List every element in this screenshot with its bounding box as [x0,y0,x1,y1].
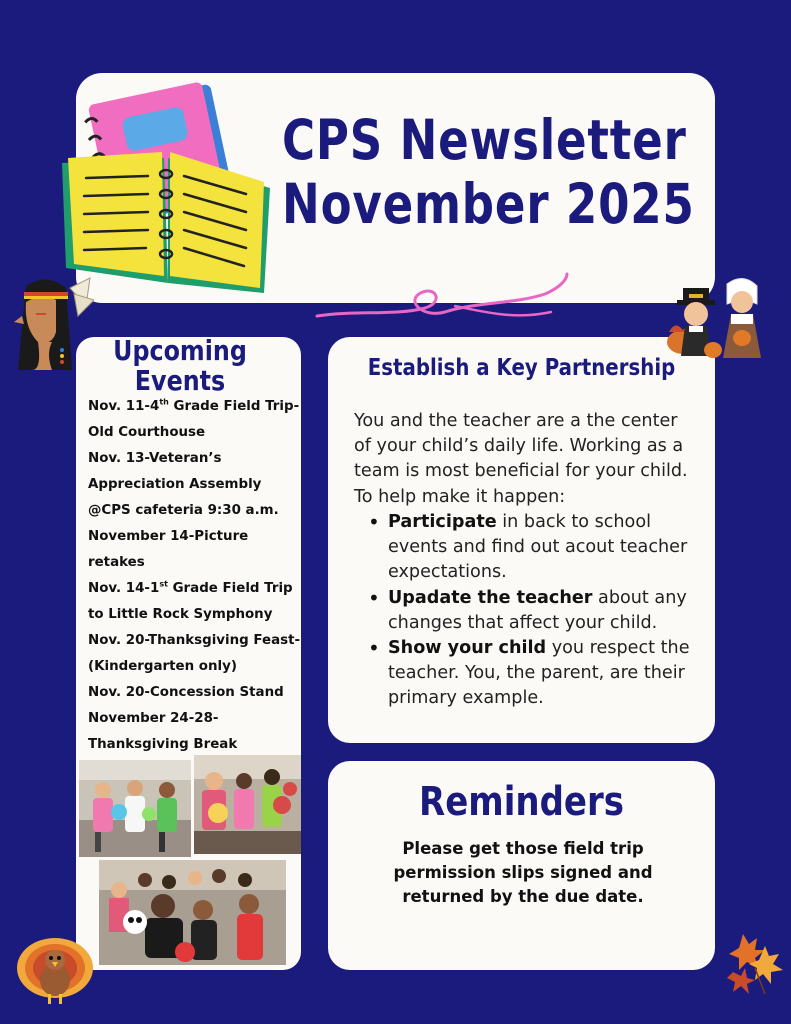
student-photo-1 [79,760,191,857]
bullet-text: about any changes that affect your child. [388,587,687,633]
title-line-1: CPS Newsletter [282,108,687,172]
events-heading [104,336,257,396]
event-item [88,446,303,524]
event-text: November 14-Picture retakes [88,529,249,570]
event-text: Nov. 13-Veteran’s Appreciation Assembly @CPS cafeteria 9:30 a.m. [88,451,279,518]
turkey-illustration [14,934,96,1006]
reminders-body: Please get those field trip permission slips signed and returned by the due date. [393,839,653,906]
bullet-text: in back to school events and find out acout teacher expectations. [388,512,688,583]
event-item [88,394,303,446]
event-item [88,628,303,680]
partnership-bullet [364,586,704,636]
student-photo-2 [194,755,301,854]
event-text-rest: Grade Field Trip-Old Courthouse [88,399,300,440]
events-list [88,394,303,758]
partnership-heading: Establish a Key Partnership [367,355,676,381]
event-text: Nov. 20-Thanksgiving Feast-(Kindergarten only) [88,633,301,674]
newsletter-title [282,108,695,236]
event-text: Nov. 20-Concession Stand [88,685,284,700]
bullet-emphasis: Participate [388,512,497,532]
event-item [88,524,303,576]
partnership-bullets [364,510,704,712]
event-text-rest: Grade Field Trip to Little Rock Symphony [88,581,293,622]
notebook-illustration [56,78,276,293]
autumn-leaves-illustration [725,928,785,996]
event-item [88,680,303,706]
event-text: November 24-28-Thanksgiving Break [88,711,238,752]
partnership-bullet [364,636,704,712]
bullet-text: you respect the teacher. You, the parent, are their primary example. [388,638,690,709]
event-ordinal: st [159,579,168,589]
pilgrim-kids-illustration [665,276,765,360]
event-text: Nov. 11-4 [88,399,160,414]
event-item [88,706,303,758]
event-text: Nov. 14-1 [88,581,160,596]
event-item [88,576,303,628]
bullet-emphasis: Upadate the teacher [388,587,593,608]
bullet-emphasis: Show your child [388,638,547,659]
reminders-heading: Reminders [419,779,624,825]
squiggle-decoration [315,272,575,332]
title-line-2: November 2025 [282,172,695,236]
events-heading-line-2: Events [134,364,226,397]
student-photo-3 [99,860,286,965]
events-heading-line-1: Upcoming [113,334,247,367]
event-ordinal: th [159,397,169,407]
partnership-bullet [364,510,704,586]
native-girl-illustration [12,276,94,370]
partnership-intro: You and the teacher are a the center of your child’s daily life. Working as a team is most beneficial for your child. To help make it happen: [354,411,688,507]
